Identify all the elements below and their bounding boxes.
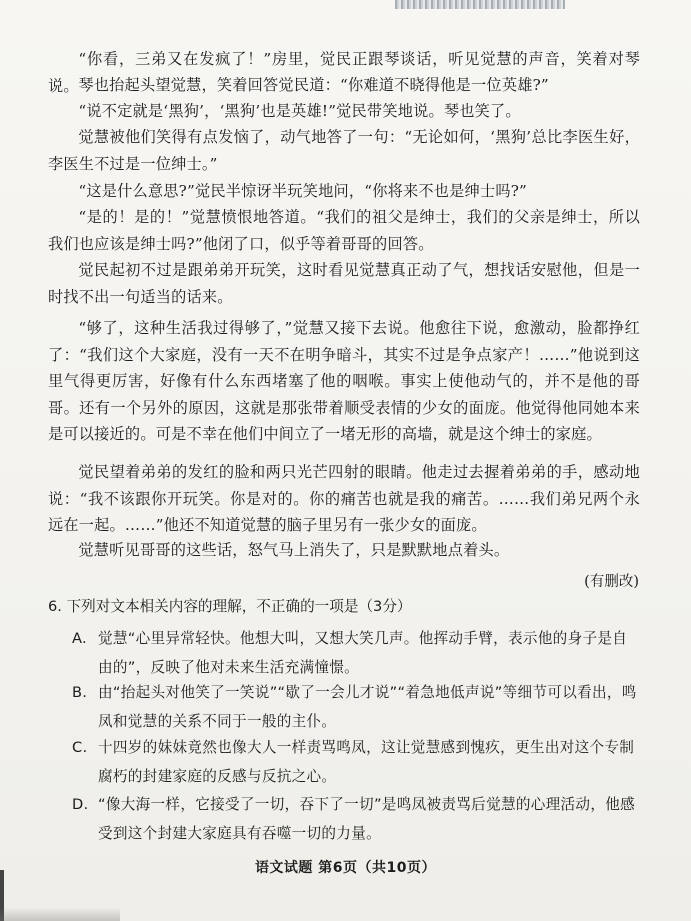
scan-artifact-top	[395, 0, 565, 9]
option-c[interactable]	[72, 733, 640, 791]
scan-artifact-bottom	[0, 907, 120, 921]
passage-paragraph: “说不定就是‘黑狗’，‘黑狗’也是英雄!”觉民带笑地说。琴也笑了。	[78, 102, 521, 120]
passage-paragraph: “这是什么意思?”觉民半惊讶半玩笑地问，“你将来不也是绅士吗?”	[78, 182, 528, 200]
option-letter: C.	[72, 739, 88, 756]
option-d[interactable]	[72, 790, 640, 848]
option-b[interactable]	[72, 678, 640, 736]
passage-paragraph: “够了，这种生活我过得够了，”觉慧又接下去说。他愈往下说，愈激动，脸都挣红了：“我们这个大家庭，没有一天不在明争暗斗，其实不过是争点家产！……”他说到这里气得更厉害，好像有什么东西堵塞了他的咽喉。事实上使他动气的，并不是他的哥哥。还有一个另外的原因，这就是那张带着顺受表情的少女的面庞。他觉得他同她本来是可以接近的。可是不幸在他们中间立了一堵无形的高墙，就是这个绅士的家庭。	[48, 319, 640, 444]
option-letter: D.	[72, 796, 89, 813]
passage-paragraph: 觉民起初不过是跟弟弟开玩笑，这时看见觉慧真正动了气，想找话安慰他，但是一时找不出一句适当的话来。	[48, 261, 640, 306]
option-text: 由“抬起头对他笑了一笑说”“歇了一会儿才说”“着急地低声说”等细节可以看出，鸣凤和觉慧的关系不同于一般的主仆。	[98, 684, 637, 730]
page-footer: 语文试题 第6页（共10页）	[254, 860, 437, 876]
passage-paragraph: “你看，三弟又在发疯了！”房里，觉民正跟琴谈话，听见觉慧的声音，笑着对琴说。	[48, 50, 640, 95]
edit-note: (有删改)	[584, 574, 639, 590]
option-text: “像大海一样，它接受了一切，吞下了一切”是鸣凤被责骂后觉慧的心理活动，他感受到这个封建大家庭具有吞噬一切的力量。	[98, 796, 636, 842]
passage-paragraph: 觉慧听见哥哥的这些话，怒气马上消失了，只是默默地点着头。	[78, 541, 510, 559]
option-letter: A.	[72, 630, 87, 647]
passage-paragraph: “是的！是的！”觉慧愤恨地答道。“我们的祖父是绅士，我们的父亲是绅士，所以我们也应该是绅士吗?”他闭了口，似乎等着哥哥的回答。	[48, 208, 640, 253]
option-text: 十四岁的妹妹竟然也像大人一样责骂鸣凤，这让觉慧感到愧疚，更生出对这个专制腐朽的封建家庭的反感与反抗之心。	[98, 739, 635, 785]
passage-paragraph: 琴也抬起头望觉慧，笑着回答觉民道：“你难道不晓得他是一位英雄?”	[78, 76, 549, 94]
passage-paragraph: 觉慧被他们笑得有点发恼了，动气地答了一句：“无论如何，‘黑狗’总比李医生好，李医生不过是一位绅士。”	[48, 128, 640, 173]
passage-paragraph: 觉民望着弟弟的发红的脸和两只光芒四射的眼睛。他走过去握着弟弟的手，感动地说：“我不该跟你开玩笑。你是对的。你的痛苦也就是我的痛苦。……我们弟兄两个永远在一起。……”他还不知道觉慧的脑子里另有一张少女的面庞。	[48, 463, 640, 535]
option-letter: B.	[72, 684, 88, 701]
option-text: 觉慧“心里异常轻快。他想大叫，又想大笑几声。他挥动手臂，表示他的身子是自由的”，反映了他对未来生活充满憧憬。	[98, 630, 628, 676]
question-stem: 6. 下列对文本相关内容的理解，不正确的一项是（3分）	[48, 598, 412, 615]
option-a[interactable]	[72, 624, 640, 682]
